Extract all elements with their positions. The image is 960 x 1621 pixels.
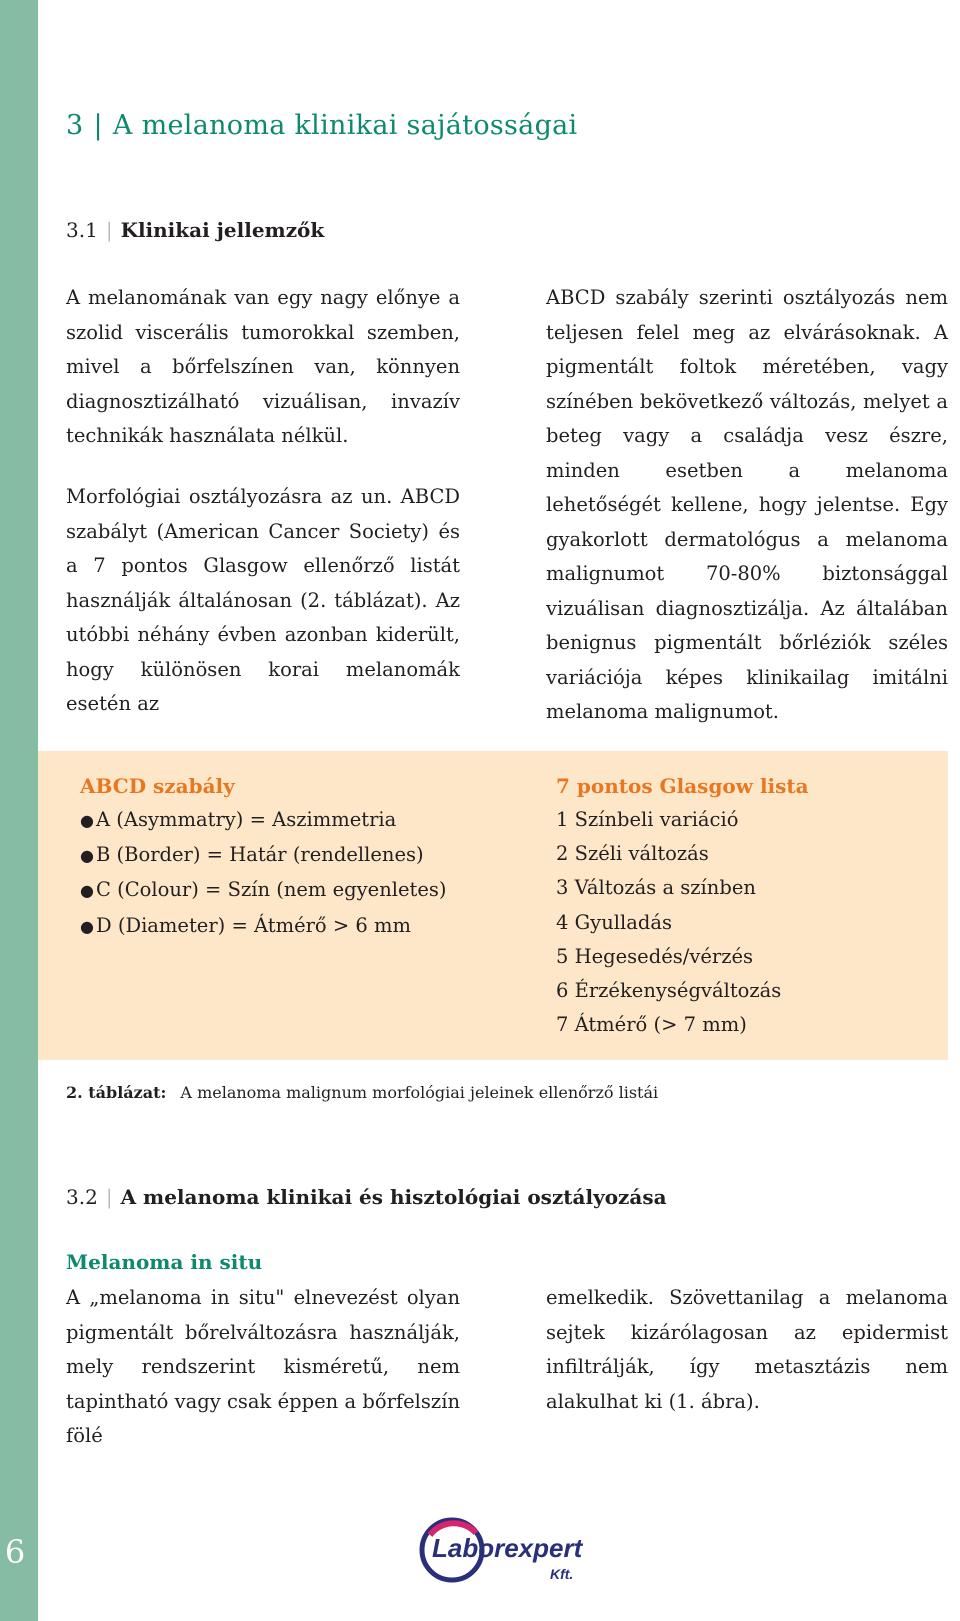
glasgow-item: 1 Színbeli variáció	[556, 808, 739, 831]
abcd-list	[80, 803, 447, 944]
checklist-table	[38, 751, 948, 1060]
logo-wordmark: Laborexpert	[432, 1533, 583, 1563]
title-separator: |	[93, 110, 103, 141]
logo-suffix: Kft.	[550, 1566, 574, 1582]
abcd-item: ● D (Diameter) = Átmérő > 6 mm	[80, 909, 447, 944]
paragraph-abcd-evaluation: ABCD szabály szerinti osztályozás nem teljesen felel meg az elvárásoknak. A pigmentált foltok méretében, vagy színében bekövetkező változás, melyet a beteg vagy a családja vesz észre, minden esetben a melanoma lehetőségét kellene, hogy jelentse. Egy gyakorlott dermatológus a melanoma malignumot 70-80% biztonsággal vizuálisan diagnosztizálja. Az általában benignus pigmentált bőrléziók széles variációja képes klinikailag imitálni melanoma malignumot.	[546, 286, 948, 723]
paragraph-intro: A melanomának van egy nagy előnye a szolid viscerális tumorokkal szemben, mivel a bőrfelszínen van, könnyen diagnosztizálható vizuálisan, invazív technikák használata nélkül.	[66, 286, 460, 447]
section-title-text: A melanoma klinikai és hisztológiai osztályozása	[120, 1185, 667, 1209]
abcd-heading: ABCD szabály	[80, 774, 235, 798]
section-3-1-title	[66, 218, 324, 242]
chapter-number: 3	[66, 110, 84, 141]
page-sidebar	[0, 0, 38, 1621]
section-separator: |	[105, 1185, 113, 1209]
bullet-icon: ●	[80, 811, 94, 830]
caption-label: 2. táblázat:	[66, 1083, 167, 1102]
glasgow-column	[556, 769, 809, 1042]
caption-text: A melanoma malignum morfológiai jeleinek ellenőrző listái	[180, 1083, 659, 1102]
abcd-item: ● C (Colour) = Szín (nem egyenletes)	[80, 873, 447, 908]
glasgow-list	[556, 803, 809, 1042]
section-title-text: Klinikai jellemzők	[120, 218, 325, 242]
section-number: 3.1	[66, 218, 98, 242]
glasgow-heading: 7 pontos Glasgow lista	[556, 774, 809, 798]
bullet-icon: ●	[80, 881, 94, 901]
paragraph-morphology: Morfológiai osztályozásra az un. ABCD szabályt (American Cancer Society) és a 7 pontos Glasgow ellenőrző listát használják általánosan (2. táblázat). Az utóbbi néhány évben azonban kiderült, hogy különösen korai melanomák esetén az	[66, 485, 460, 715]
laborexpert-logo	[418, 1515, 598, 1585]
abcd-column	[80, 769, 447, 944]
bullet-icon: ●	[80, 916, 94, 936]
paragraph-in-situ-right: emelkedik. Szövettanilag a melanoma sejtek kizárólagosan az epidermist infiltrálják, így metasztázis nem alakulhat ki (1. ábra).	[546, 1286, 948, 1413]
paragraph-in-situ-left: A „melanoma in situ" elnevezést olyan pigmentált bőrelváltozásra használják, mely rendszerint kisméretű, nem tapintható vagy csak éppen a bőrfelszín fölé	[66, 1286, 460, 1447]
chapter-title	[66, 110, 578, 141]
table-caption	[66, 1083, 658, 1102]
abcd-item: ● B (Border) = Határ (rendellenes)	[80, 838, 447, 873]
subheading-melanoma-in-situ: Melanoma in situ	[66, 1250, 263, 1274]
glasgow-item: 2 Széli változás	[556, 842, 709, 866]
abcd-item: ● A (Asymmatry) = Aszimmetria	[80, 803, 447, 838]
glasgow-item: 4 Gyulladás	[556, 910, 672, 934]
bullet-icon: ●	[80, 846, 94, 866]
page-number: 6	[4, 1533, 26, 1571]
glasgow-item: 3 Változás a színben	[556, 876, 756, 900]
glasgow-item: 6 Érzékenységváltozás	[556, 979, 782, 1003]
glasgow-item: 5 Hegesedés/vérzés	[556, 944, 754, 968]
section-3-2-title	[66, 1185, 667, 1209]
section-number: 3.2	[66, 1185, 98, 1209]
chapter-title-text: A melanoma klinikai sajátosságai	[112, 110, 578, 141]
glasgow-item: 7 Átmérő (> 7 mm)	[556, 1013, 747, 1037]
section-separator: |	[105, 218, 113, 242]
